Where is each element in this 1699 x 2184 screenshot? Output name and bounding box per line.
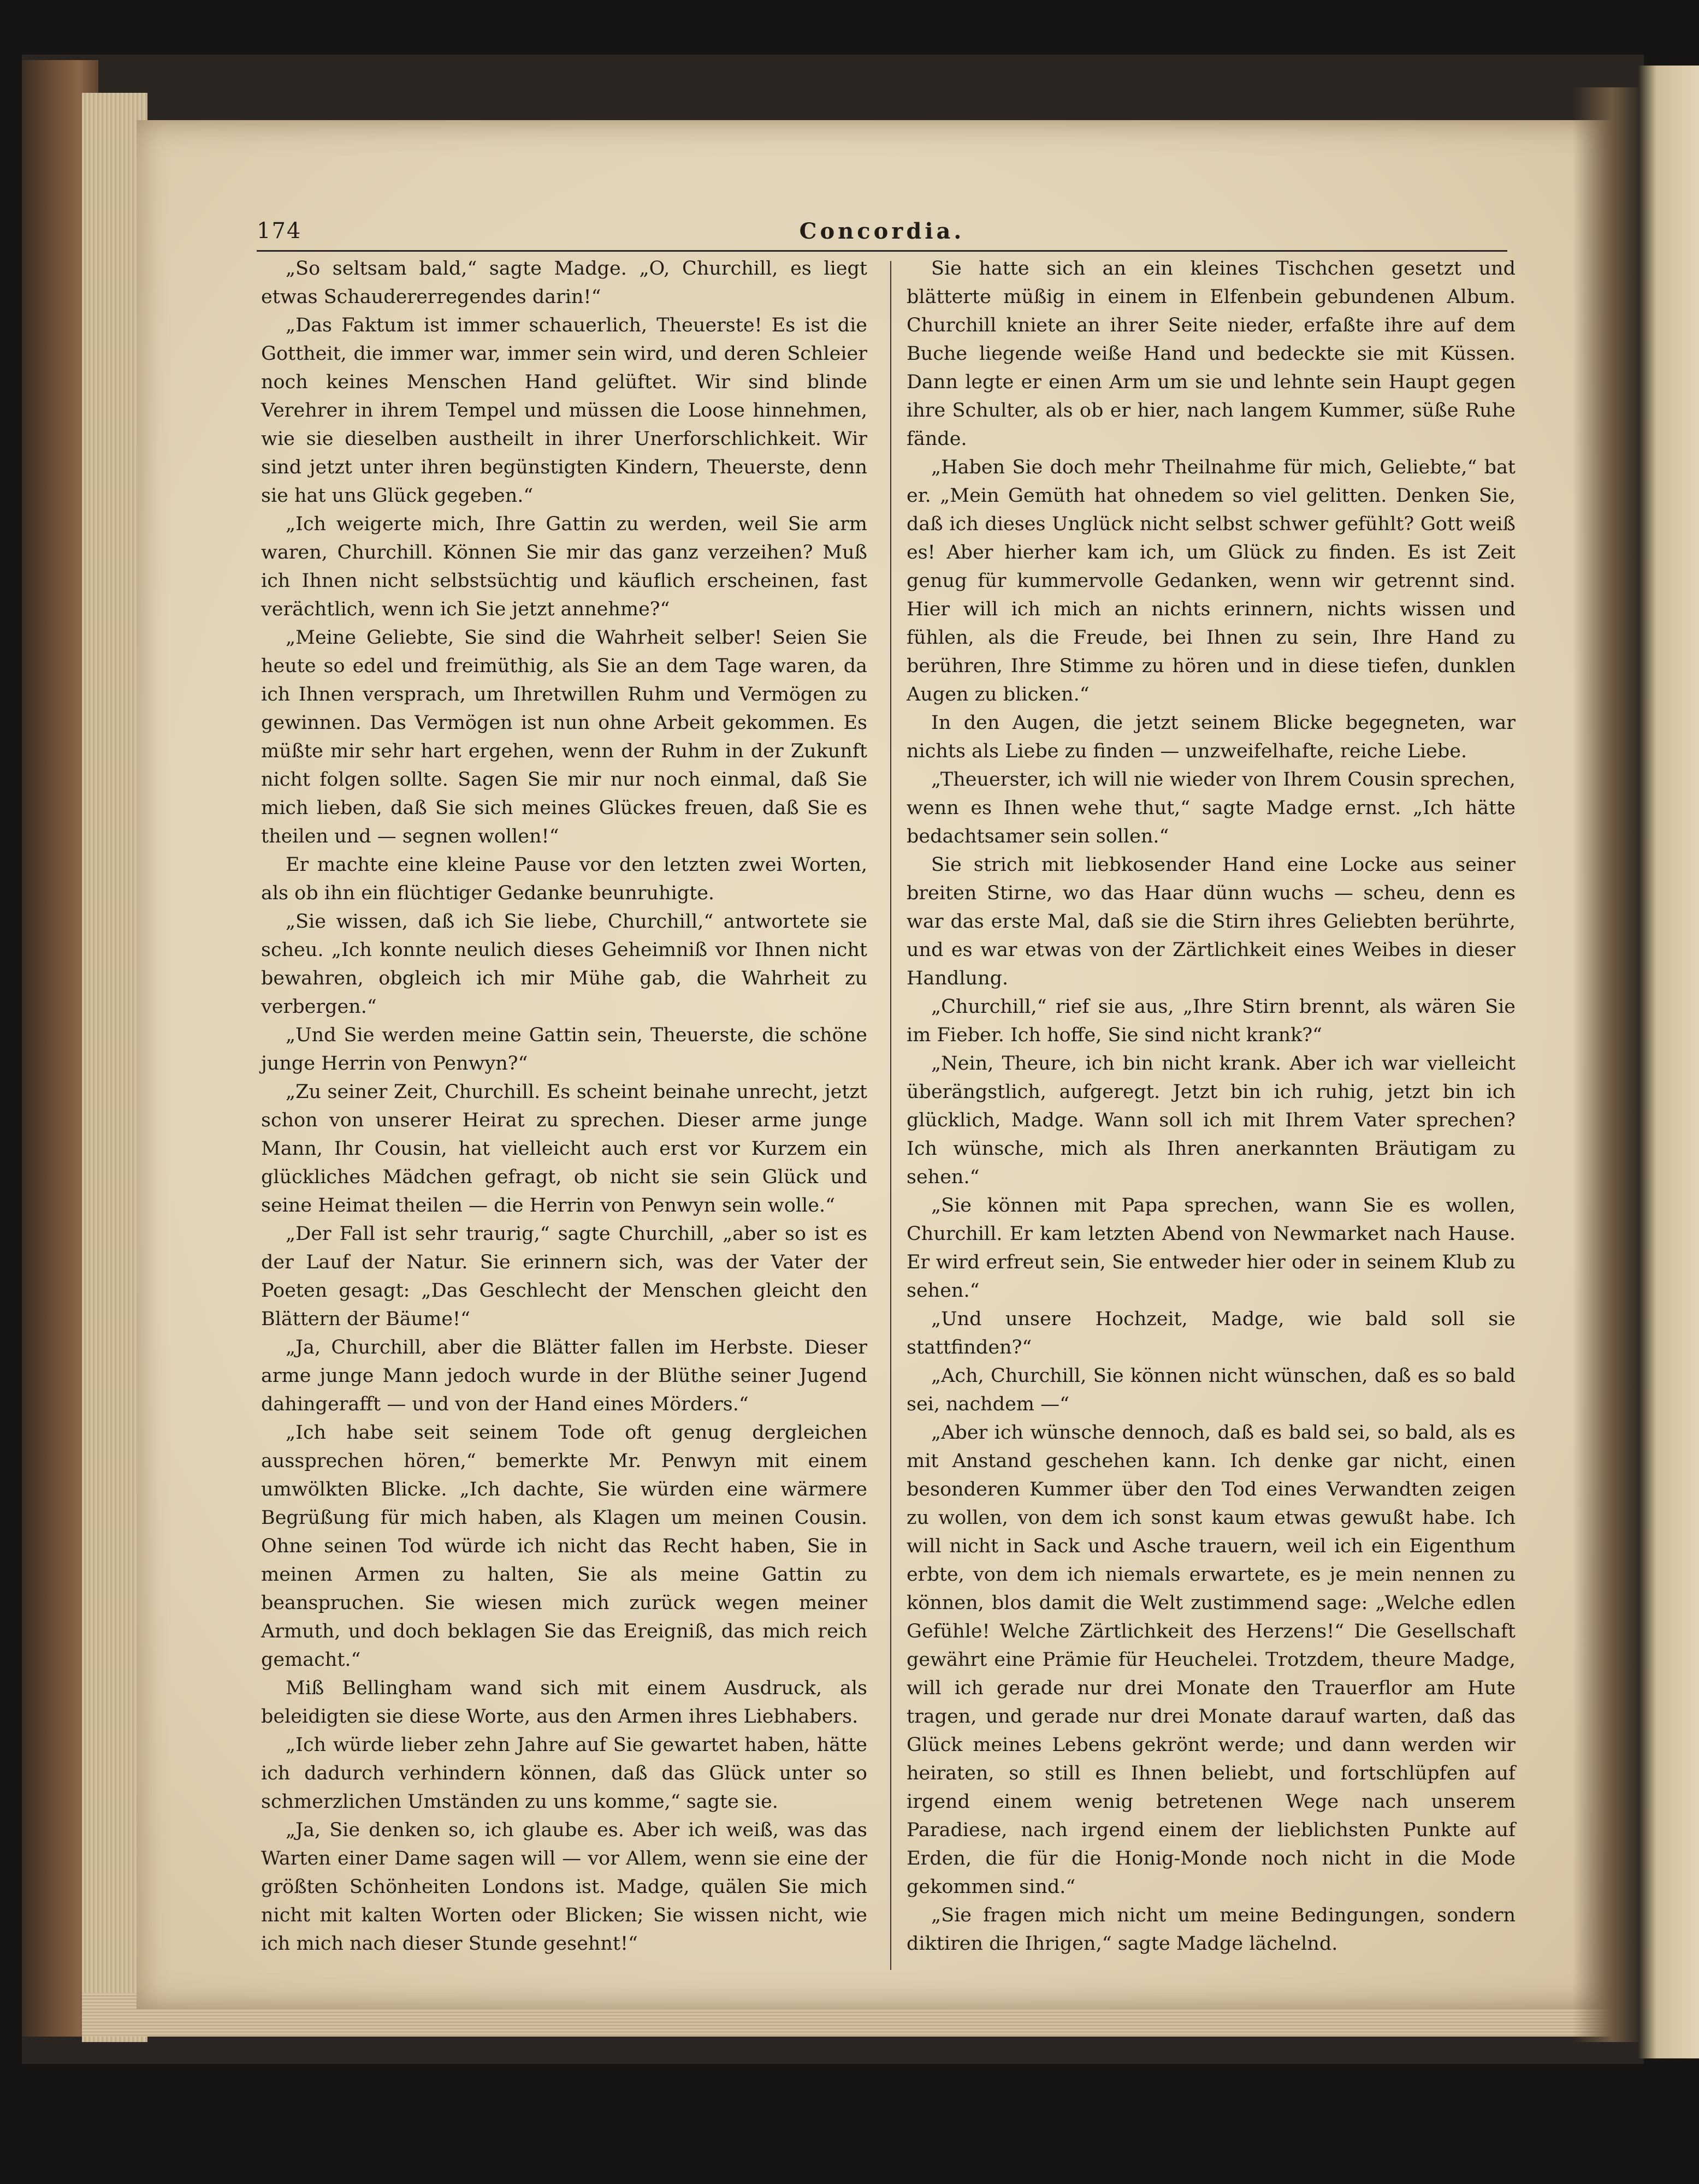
page-header xyxy=(257,218,1507,246)
left-column xyxy=(261,254,867,1958)
paragraph: Sie hatte sich an ein kleines Tischchen gesetzt und blätterte müßig in einem in Elfenbein gebundenen Album. Churchill kniete an ihrer Seite nieder, erfaßte ihre auf dem Buche liegende weiße Hand und bedeckte sie mit Küssen. Dann legte er einen Arm um sie und lehnte sein Haupt gegen ihre Schulter, als ob er hier, nach langem Kummer, süße Ruhe fände. xyxy=(907,258,1516,450)
paragraph: „So seltsam bald,“ sagte Madge. „O, Churchill, es liegt etwas Schaudererregendes darin!“ xyxy=(261,258,867,308)
paragraph: „Und Sie werden meine Gattin sein, Theuerste, die schöne junge Herrin von Penwyn?“ xyxy=(261,1024,867,1075)
paragraph: „Zu seiner Zeit, Churchill. Es scheint beinahe unrecht, jetzt schon von unserer Heirat zu sprechen. Dieser arme junge Mann, Ihr Cousin, hat vielleicht auch erst vor Kurzem ein glückliches Mädchen gefragt, ob nicht sie sein Glück und seine Heimat theilen — die Herrin von Penwyn sein wolle.“ xyxy=(261,1081,867,1216)
header-rule xyxy=(257,250,1507,252)
paragraph: „Sie können mit Papa sprechen, wann Sie es wollen, Churchill. Er kam letzten Abend von Newmarket nach Hause. Er wird erfreut sein, Sie entweder hier oder in seinem Klub zu sehen.“ xyxy=(907,1195,1516,1302)
page-number: 174 xyxy=(257,218,302,244)
paragraph: „Nein, Theure, ich bin nicht krank. Aber ich war vielleicht überängstlich, aufgeregt. Jetzt bin ich ruhig, jetzt bin ich glücklich, Madge. Wann soll ich mit Ihrem Vater sprechen? Ich wünsche, mich als Ihren anerkannten Bräutigam zu sehen.“ xyxy=(907,1053,1516,1188)
paragraph: „Ach, Churchill, Sie können nicht wünschen, daß es so bald sei, nachdem —“ xyxy=(907,1365,1516,1415)
paragraph: „Ja, Sie denken so, ich glaube es. Aber ich weiß, was das Warten einer Dame sagen will — vor Allem, wenn sie eine der größten Schönheiten Londons ist. Madge, quälen Sie mich nicht mit kalten Worten oder Blicken; Sie wissen nicht, wie ich mich nach dieser Stunde gesehnt!“ xyxy=(261,1819,867,1955)
paragraph: „Der Fall ist sehr traurig,“ sagte Churchill, „aber so ist es der Lauf der Natur. Sie erinnern sich, was der Vater der Poeten gesagt: „Das Geschlecht der Menschen gleicht den Blättern der Bäume!“ xyxy=(261,1223,867,1330)
paragraph: „Aber ich wünsche dennoch, daß es bald sei, so bald, als es mit Anstand geschehen kann. Ich denke gar nicht, einen besonderen Kummer über den Tod eines Verwandten zeigen zu wollen, von dem ich sonst kaum etwas gewußt habe. Ich will nicht in Sack und Asche trauern, weil ich ein Eigenthum erbte, von dem ich niemals erwartete, es je mein nennen zu können, blos damit die Welt zustimmend sage: „Welche edlen Gefühle! Welche Zärtlichkeit des Herzens!“ Die Gesellschaft gewährt eine Prämie für Heuchelei. Trotzdem, theure Madge, will ich gerade nur drei Monate den Trauerflor am Hute tragen, und gerade nur drei Monate darauf warten, daß das Glück meines Lebens gekrönt werde; und dann werden wir heiraten, so still es Ihnen beliebt, und fortschlüpfen auf irgend einem wenig betretenen Wege nach unserem Paradiese, nach irgend einem der lieblichsten Punkte auf Erden, die für die Honig-Monde noch nicht in die Mode gekommen sind.“ xyxy=(907,1422,1516,1898)
paragraph: „Sie wissen, daß ich Sie liebe, Churchill,“ antwortete sie scheu. „Ich konnte neulich dieses Geheimniß vor Ihnen nicht bewahren, obgleich ich mir Mühe gab, die Wahrheit zu verbergen.“ xyxy=(261,911,867,1018)
running-title: Concordia. xyxy=(799,218,965,244)
paragraph: Er machte eine kleine Pause vor den letzten zwei Worten, als ob ihn ein flüchtiger Gedanke beunruhigte. xyxy=(261,854,867,904)
paragraph: In den Augen, die jetzt seinem Blicke begegneten, war nichts als Liebe zu finden — unzweifelhafte, reiche Liebe. xyxy=(907,712,1516,762)
paragraph: „Haben Sie doch mehr Theilnahme für mich, Geliebte,“ bat er. „Mein Gemüth hat ohnedem so viel gelitten. Denken Sie, daß ich dieses Unglück nicht selbst schwer gefühlt? Gott weiß es! Aber hierher kam ich, um Glück zu finden. Es ist Zeit genug für kummervolle Gedanken, wenn wir getrennt sind. Hier will ich mich an nichts erinnern, nichts wissen und fühlen, als die Freude, bei Ihnen zu sein, Ihre Hand zu berühren, Ihre Stimme zu hören und in diese tiefen, dunklen Augen zu blicken.“ xyxy=(907,456,1516,705)
paragraph: „Sie fragen mich nicht um meine Bedingungen, sondern diktiren die Ihrigen,“ sagte Madge lächelnd. xyxy=(907,1904,1516,1955)
facing-page-edge xyxy=(1638,66,1699,2058)
paragraph: „Und unsere Hochzeit, Madge, wie bald soll sie stattfinden?“ xyxy=(907,1308,1516,1358)
paragraph: „Das Faktum ist immer schauerlich, Theuerste! Es ist die Gottheit, die immer war, immer sein wird, und deren Schleier noch keines Menschen Hand gelüftet. Wir sind blinde Verehrer in ihrem Tempel und müssen die Loose hinnehmen, wie sie dieselben austheilt in ihrer Unerforschlichkeit. Wir sind jetzt unter ihren begünstigten Kindern, Theuerste, denn sie hat uns Glück gegeben.“ xyxy=(261,314,867,507)
gutter-shadow xyxy=(1573,87,1644,2042)
paragraph: „Ich habe seit seinem Tode oft genug dergleichen aussprechen hören,“ bemerkte Mr. Penwyn mit einem umwölkten Blicke. „Ich dachte, Sie würden eine wärmere Begrüßung für mich haben, als Klagen um meinen Cousin. Ohne seinen Tod würde ich nicht das Recht haben, Sie in meinen Armen zu halten, Sie als meine Gattin zu beanspruchen. Sie wiesen mich zurück wegen meiner Armuth, und doch beklagen Sie das Ereigniß, das mich reich gemacht.“ xyxy=(261,1422,867,1671)
paragraph: „Churchill,“ rief sie aus, „Ihre Stirn brennt, als wären Sie im Fieber. Ich hoffe, Sie sind nicht krank?“ xyxy=(907,996,1516,1046)
paragraph: „Meine Geliebte, Sie sind die Wahrheit selber! Seien Sie heute so edel und freimüthig, als Sie an dem Tage waren, da ich Ihnen versprach, um Ihretwillen Ruhm und Vermögen zu gewinnen. Das Vermögen ist nun ohne Arbeit gekommen. Es müßte mir sehr hart ergehen, wenn der Ruhm in der Zukunft nicht folgen sollte. Sagen Sie mir nur noch einmal, daß Sie mich lieben, daß Sie sich meines Glückes freuen, daß Sie es theilen und — segnen wollen!“ xyxy=(261,627,867,847)
paragraph: „Ich würde lieber zehn Jahre auf Sie gewartet haben, hätte ich dadurch verhindern können, daß das Glück unter so schmerzlichen Umständen zu uns komme,“ sagte sie. xyxy=(261,1734,867,1813)
paragraph: „Ja, Churchill, aber die Blätter fallen im Herbste. Dieser arme junge Mann jedoch wurde in der Blüthe seiner Jugend dahingerafft — und von der Hand eines Mörders.“ xyxy=(261,1337,867,1415)
column-divider xyxy=(890,261,891,1970)
paragraph: Miß Bellingham wand sich mit einem Ausdruck, als beleidigten sie diese Worte, aus den Armen ihres Liebhabers. xyxy=(261,1677,867,1728)
paragraph: „Ich weigerte mich, Ihre Gattin zu werden, weil Sie arm waren, Churchill. Können Sie mir das ganz verzeihen? Muß ich Ihnen nicht selbstsüchtig und käuflich erscheinen, fast verächtlich, wenn ich Sie jetzt annehme?“ xyxy=(261,513,867,620)
paragraph: „Theuerster, ich will nie wieder von Ihrem Cousin sprechen, wenn es Ihnen wehe thut,“ sagte Madge ernst. „Ich hätte bedachtsamer sein sollen.“ xyxy=(907,769,1516,847)
paragraph: Sie strich mit liebkosender Hand eine Locke aus seiner breiten Stirne, wo das Haar dünn wuchs — scheu, denn es war das erste Mal, daß sie die Stirn ihres Geliebten berührte, und es war etwas von der Zärtlichkeit eines Weibes in dieser Handlung. xyxy=(907,854,1516,989)
right-column xyxy=(907,254,1516,1958)
